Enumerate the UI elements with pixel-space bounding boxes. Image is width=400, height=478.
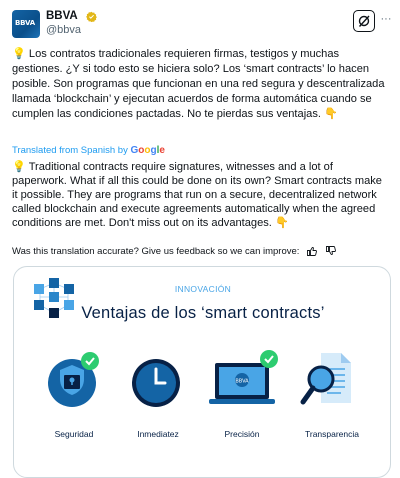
translated-by-label: Translated from Spanish by (12, 145, 128, 156)
feature-label-transparency: Transparencia (304, 429, 360, 439)
card-tag: INNOVACIÓN (174, 284, 232, 294)
feature-label-precision: Precisión (224, 429, 260, 439)
tweet-text: 💡 Los contratos tradicionales requieren firmas, testigos y muchas gestiones. ¿Y si todo esto se hiciera solo? Los ‘smart contracts’ lo hacen posible. Son programas que funcionan en una red segura y descentralizada llamada ‘blockchain’ y ejecutan acuerdos de forma automática cuando se cumplen las condiciones pactadas. No te pierdas sus ventajas. 👇 (12, 48, 385, 121)
feature-label-immediacy: Inmediatez (137, 429, 179, 439)
avatar[interactable] (12, 10, 40, 38)
laptop-check-icon (209, 347, 285, 417)
more-icon: ··· (380, 13, 392, 25)
svg-text:BBVA: BBVA (235, 378, 249, 385)
grok-icon (354, 11, 374, 31)
verified-badge-icon (86, 11, 97, 22)
translated-text: 💡 Traditional contracts require signatures, witnesses and a lot of paperwork. What if all this could be done on its own? Smart contracts make it possible. They are programs that run on a secure, decentralized network called blockchain and execute agreements automatically when the agreed conditions are met. Don't miss out on its advantages. 👇 (12, 161, 382, 229)
feature-immediacy (126, 347, 206, 417)
tweet-header (12, 10, 392, 40)
thumbs-up-icon[interactable] (306, 245, 318, 257)
feature-security (42, 347, 122, 417)
translation-attribution[interactable] (12, 145, 165, 156)
security-shield-icon (42, 347, 112, 417)
clock-icon (126, 347, 196, 417)
avatar-logo-text: BBVA (15, 19, 35, 27)
card-title: Ventajas de los ‘smart contracts’ (81, 304, 325, 322)
feature-precision (209, 347, 289, 417)
feature-label-security: Seguridad (54, 429, 94, 439)
translation-feedback-question: Was this translation accurate? Give us feedback so we can improve: (12, 246, 300, 257)
account-handle[interactable]: @bbva (46, 24, 82, 36)
media-card[interactable] (13, 266, 391, 478)
google-logo-text: Google (130, 145, 165, 156)
grok-button[interactable] (353, 10, 375, 32)
magnifier-document-icon (297, 347, 367, 417)
more-options-button[interactable] (379, 14, 393, 28)
thumbs-down-icon[interactable] (325, 245, 337, 257)
account-name[interactable]: BBVA (46, 10, 78, 22)
feature-transparency (297, 347, 377, 417)
